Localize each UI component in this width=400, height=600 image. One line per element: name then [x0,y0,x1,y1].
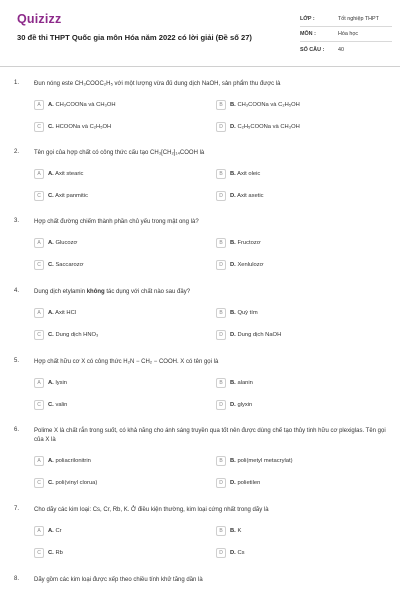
option-c[interactable] [34,121,202,133]
question-number: 5. [14,358,20,364]
option-a[interactable] [34,237,202,249]
meta-label: SỐ CÂU : [300,46,325,53]
meta-value: Tốt nghiệp THPT [338,16,379,22]
option-text: B. Axit oleic [230,171,261,177]
meta-value: Hóa học [338,31,359,37]
meta-table [300,12,392,57]
question-number: 8. [14,576,20,582]
option-letter-box: D [216,260,226,270]
option-text: B. poli(metyl metacrylat) [230,458,293,464]
question-number: 1. [14,80,20,86]
option-letter-box: A [34,308,44,318]
document-header [0,0,400,66]
option-letter-box: A [34,378,44,388]
meta-row-count [300,42,392,57]
question-text: Polime X là chất rắn trong suốt, có khả năng cho ánh sáng truyền qua tốt nên được dùng chế tạo thủy tinh hữu cơ plexiglas. Tên gọi của X là [34,428,386,443]
option-letter-box: C [34,478,44,488]
question-text: Hợp chất đường chiếm thành phần chủ yếu trong mật ong là? [34,219,199,225]
option-letter-box: D [216,122,226,132]
option-letter-box: C [34,122,44,132]
question-text: Hợp chất hữu cơ X có công thức H₂N − CH₂ − COOH. X có tên gọi là [34,359,219,365]
option-letter-box: D [216,191,226,201]
option-text: B. K [230,528,242,534]
option-a[interactable] [34,168,202,180]
meta-row-subject [300,27,392,42]
option-text: B. CH₃COONa và C₂H₅OH [230,102,300,108]
option-letter-box: B [216,456,226,466]
option-d[interactable] [216,121,384,133]
option-letter-box: C [34,400,44,410]
option-text: B. Fructozơ [230,240,261,246]
question-text: Cho dãy các kim loại: Cs, Cr, Rb, K. Ở điều kiện thường, kim loại cứng nhất trong dãy là [34,507,269,513]
option-text: A. Axit stearic [48,171,84,177]
option-letter-box: B [216,169,226,179]
meta-value: 40 [338,46,344,53]
meta-row-class [300,12,392,27]
option-letter-box: D [216,478,226,488]
option-b[interactable] [216,237,384,249]
option-a[interactable] [34,455,202,467]
option-text: D. Axit axetic [230,193,264,199]
option-d[interactable] [216,547,384,559]
question-number: 6. [14,427,20,433]
option-b[interactable] [216,525,384,537]
option-a[interactable] [34,377,202,389]
header-divider [0,66,400,67]
option-text: C. Dung dịch HNO₃ [48,332,99,338]
option-letter-box: C [34,330,44,340]
question-number: 7. [14,506,20,512]
option-a[interactable] [34,307,202,319]
option-text: C. valin [48,402,68,408]
option-c[interactable] [34,399,202,411]
option-c[interactable] [34,329,202,341]
option-text: D. polietilen [230,480,261,486]
option-letter-box: B [216,238,226,248]
question-text: Dung dịch etylamin không tác dụng với chất nào sau đây? [34,289,191,295]
option-text: D. glyxin [230,402,253,408]
question-number: 2. [14,149,20,155]
option-text: D. Xenlulozơ [230,262,264,268]
option-c[interactable] [34,547,202,559]
option-text: D. Cs [230,550,245,556]
option-d[interactable] [216,477,384,489]
option-letter-box: A [34,169,44,179]
option-text: C. Saccarozơ [48,262,84,268]
option-letter-box: D [216,400,226,410]
option-text: A. Axit HCl [48,310,77,316]
option-text: A. CH₃COONa và CH₃OH [48,102,116,108]
option-c[interactable] [34,190,202,202]
option-text: C. Rb [48,550,63,556]
emphasis-text: không [86,289,105,295]
option-letter-box: B [216,100,226,110]
option-text: C. HCOONa và C₂H₅OH [48,124,112,130]
option-a[interactable] [34,525,202,537]
option-text: D. Dung dịch NaOH [230,332,282,338]
option-letter-box: B [216,526,226,536]
option-b[interactable] [216,455,384,467]
question-text: Tên gọi của hợp chất có công thức cấu tạo CH₃[CH₂]₁₄COOH là [34,150,205,156]
option-b[interactable] [216,377,384,389]
option-letter-box: C [34,191,44,201]
option-letter-box: A [34,456,44,466]
question-text: Dãy gồm các kim loại được xếp theo chiều tính khử tăng dần là [34,577,203,583]
option-letter-box: D [216,548,226,558]
option-c[interactable] [34,259,202,271]
option-d[interactable] [216,399,384,411]
option-a[interactable] [34,99,202,111]
option-letter-box: A [34,238,44,248]
option-letter-box: B [216,378,226,388]
option-letter-box: B [216,308,226,318]
option-text: A. Cr [48,528,62,534]
option-d[interactable] [216,259,384,271]
option-b[interactable] [216,307,384,319]
meta-label: LỚP : [300,16,315,22]
question-number: 4. [14,288,20,294]
option-d[interactable] [216,329,384,341]
option-text: B. Quỳ tím [230,310,258,316]
option-text: A. lysin [48,380,68,386]
option-text: C. Axit panmitic [48,193,88,199]
question-number: 3. [14,218,20,224]
option-letter-box: C [34,548,44,558]
option-text: A. poliacrilonitrin [48,458,91,464]
meta-label: MÔN : [300,31,316,37]
option-text: C. poli(vinyl clorua) [48,480,98,486]
option-text: B. alanin [230,380,253,386]
option-b[interactable] [216,99,384,111]
question-text: Đun nóng este CH₃COOC₂H₅ với một lượng vừa đủ dung dịch NaOH, sản phẩm thu được là [34,81,281,87]
option-letter-box: A [34,526,44,536]
option-text: D. C₂H₅COONa và CH₃OH [230,124,300,130]
document-title: 30 đề thi THPT Quốc gia môn Hóa năm 2022 có lời giải (Đề số 27) [17,33,252,42]
option-d[interactable] [216,190,384,202]
option-letter-box: C [34,260,44,270]
option-letter-box: D [216,330,226,340]
quizizz-logo: Quizizz [17,12,62,26]
option-c[interactable] [34,477,202,489]
option-text: A. Glucozơ [48,240,78,246]
option-b[interactable] [216,168,384,180]
option-letter-box: A [34,100,44,110]
